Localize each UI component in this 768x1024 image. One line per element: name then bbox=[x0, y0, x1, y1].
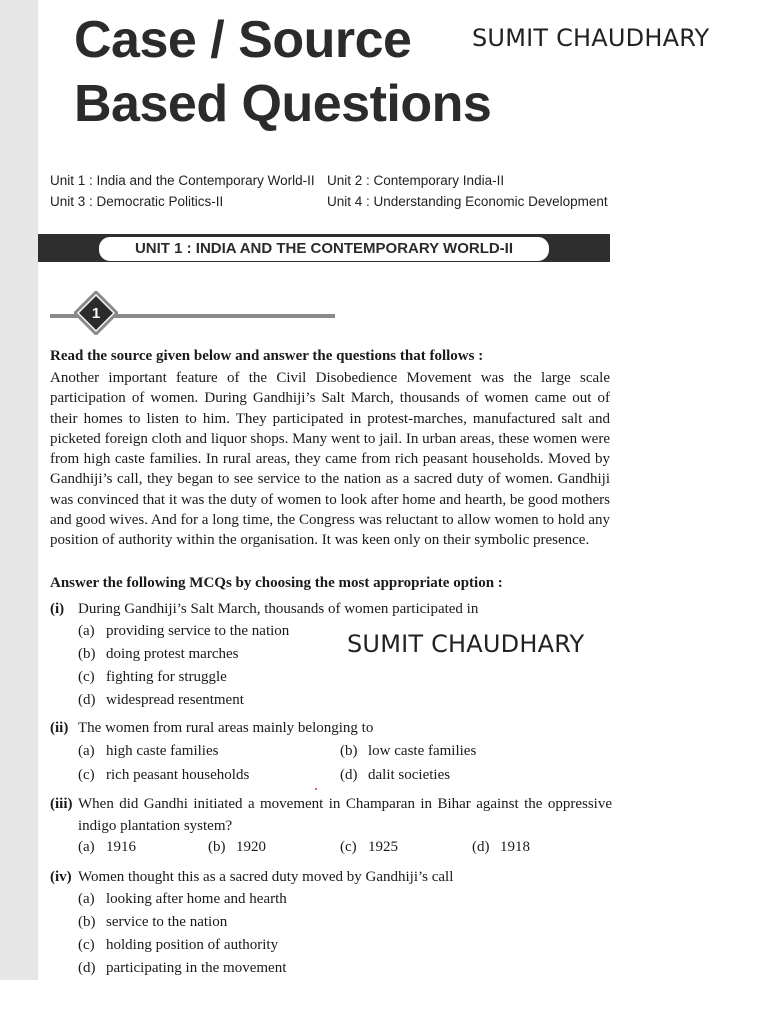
question-2 bbox=[50, 717, 612, 739]
question-label: (iii) bbox=[50, 796, 73, 812]
question-number: 1 bbox=[91, 305, 101, 322]
unit-row bbox=[50, 191, 610, 212]
ink-speck bbox=[315, 788, 317, 790]
title-line-1: Case / Source bbox=[74, 11, 412, 69]
question-label: (iv) bbox=[50, 869, 72, 885]
option-item: (a) looking after home and hearth bbox=[78, 891, 287, 907]
question-1 bbox=[50, 598, 612, 620]
unit-banner-title: UNIT 1 : INDIA AND THE CONTEMPORARY WORLD-II bbox=[98, 236, 550, 262]
option-item: (c) 1925 bbox=[340, 839, 398, 855]
unit-item: Unit 3 : Democratic Politics-II bbox=[50, 194, 224, 209]
unit-item: Unit 4 : Understanding Economic Development bbox=[327, 194, 608, 209]
option-item: (a) 1916 bbox=[78, 839, 136, 855]
author-watermark-top: SUMIT CHAUDHARY bbox=[472, 24, 710, 52]
option-item: (b) low caste families bbox=[340, 743, 477, 759]
question-4 bbox=[50, 866, 612, 888]
question-label: (ii) bbox=[50, 720, 69, 736]
page-edge-strip bbox=[0, 0, 38, 980]
question-stem: The women from rural areas mainly belonging to bbox=[78, 720, 374, 736]
mcq-instruction: Answer the following MCQs by choosing the most appropriate option : bbox=[50, 575, 503, 591]
source-passage: Another important feature of the Civil Disobedience Movement was the large scale participation of women. During Gandhiji’s Salt March, thousands of women came out of their homes to listen to him. They participated in protest-marches, manufactured salt and picketed foreign cloth and liquor shops. Many went to jail. In urban areas, these women were from high caste families. In rural areas, they came from rich peasant households. Moved by Gandhiji’s call, they began to see service to the nation as a sacred duty of women. Gandhiji was convinced that it was the duty of women to look after home and hearth, be good mothers and good wives. And for a long time, the Congress was reluctant to allow women to hold any position of authority within the organisation. It was keen only on their symbolic presence. bbox=[50, 370, 610, 549]
option-item: (d) 1918 bbox=[472, 839, 530, 855]
title-line-2: Based Questions bbox=[74, 75, 492, 133]
option-item: (c) holding position of authority bbox=[78, 937, 279, 953]
unit-row bbox=[50, 170, 610, 191]
option-item: (d) dalit societies bbox=[340, 767, 451, 783]
instruction-text: Read the source given below and answer the questions that follows : bbox=[50, 348, 484, 364]
option-item: (b) doing protest marches bbox=[78, 646, 239, 662]
question-stem: When did Gandhi initiated a movement in Champaran in Bihar against the oppressive indigo plantation system? bbox=[78, 796, 612, 834]
option-item: (b) service to the nation bbox=[78, 914, 228, 930]
question-number-marker bbox=[50, 290, 340, 340]
page-title bbox=[74, 8, 491, 136]
diamond-icon bbox=[74, 291, 118, 335]
option-item: (c) rich peasant households bbox=[78, 767, 250, 783]
unit-list bbox=[50, 170, 610, 212]
page-bottom-margin bbox=[0, 980, 768, 1024]
option-item: (b) 1920 bbox=[208, 839, 266, 855]
question-stem: During Gandhiji’s Salt March, thousands of women participated in bbox=[78, 601, 479, 617]
question-3 bbox=[50, 793, 612, 837]
question-label: (i) bbox=[50, 601, 65, 617]
option-item: (a) providing service to the nation bbox=[78, 623, 290, 639]
unit-item: Unit 2 : Contemporary India-II bbox=[327, 173, 505, 188]
option-item: (a) high caste families bbox=[78, 743, 219, 759]
option-item: (d) participating in the movement bbox=[78, 960, 287, 976]
option-item: (c) fighting for struggle bbox=[78, 669, 227, 685]
question-stem: Women thought this as a sacred duty moved by Gandhiji’s call bbox=[78, 869, 454, 885]
unit-item: Unit 1 : India and the Contemporary World-II bbox=[50, 173, 315, 188]
option-item: (d) widespread resentment bbox=[78, 692, 244, 708]
author-watermark-mid: SUMIT CHAUDHARY bbox=[347, 630, 585, 658]
